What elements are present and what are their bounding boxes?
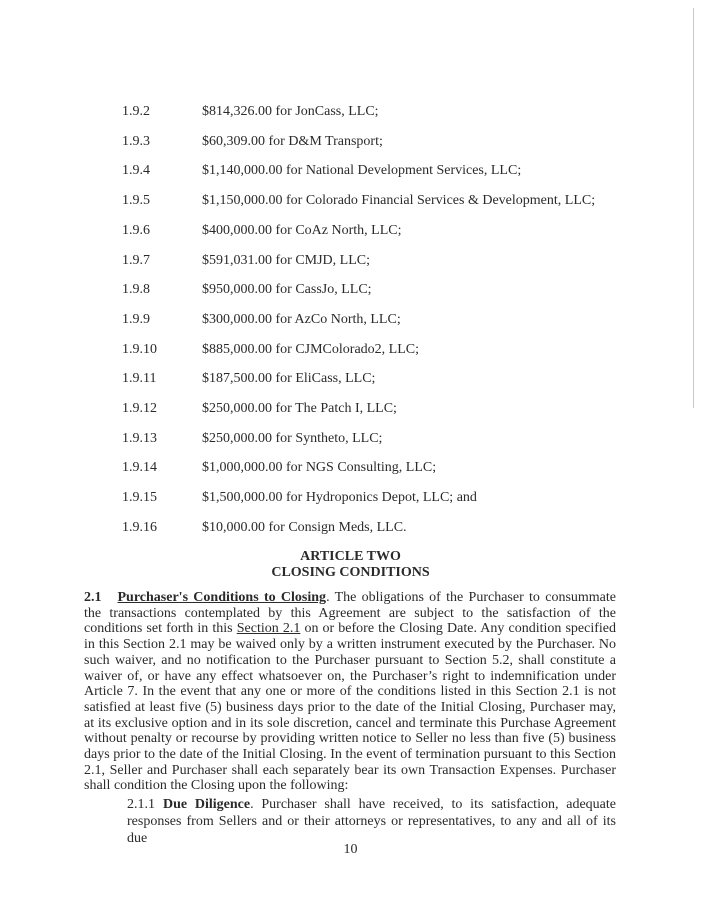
section-title-period: . <box>326 590 330 605</box>
scan-edge-line <box>693 8 694 408</box>
list-item-text: $950,000.00 for CassJo, LLC; <box>202 282 372 297</box>
subsection-2-1-1-paragraph <box>127 796 616 847</box>
list-item-number: 1.9.5 <box>122 193 150 208</box>
list-item-number: 1.9.13 <box>122 431 157 446</box>
list-item-text: $885,000.00 for CJMColorado2, LLC; <box>202 342 419 357</box>
list-item-number: 1.9.7 <box>122 253 150 268</box>
list-item-number: 1.9.2 <box>122 104 150 119</box>
list-item-text: $814,326.00 for JonCass, LLC; <box>202 104 379 119</box>
list-item-number: 1.9.11 <box>122 371 157 386</box>
list-item-number: 1.9.15 <box>122 490 157 505</box>
list-item-text: $60,309.00 for D&M Transport; <box>202 134 383 149</box>
subsection-title-period: . <box>250 797 254 812</box>
list-item-number: 1.9.6 <box>122 223 150 238</box>
section-text-part-a: The obligations of the Purchaser to consummate the transactions contemplated by this Agreement are subject to the satisfaction of the conditions set forth in this <box>84 590 616 637</box>
section-reference: Section 2.1 <box>236 621 301 637</box>
section-number: 2.1 <box>84 590 102 605</box>
list-item-text: $591,031.00 for CMJD, LLC; <box>202 253 370 268</box>
subsection-number: 2.1.1 <box>127 797 155 812</box>
subsection-title: Due Diligence <box>163 797 251 812</box>
list-item-text: $400,000.00 for CoAz North, LLC; <box>202 223 402 238</box>
list-item-number: 1.9.8 <box>122 282 150 297</box>
list-item-text: $10,000.00 for Consign Meds, LLC. <box>202 520 407 535</box>
list-item-text: $250,000.00 for The Patch I, LLC; <box>202 401 397 416</box>
article-heading: ARTICLE TWO <box>300 549 401 564</box>
list-item-text: $1,500,000.00 for Hydroponics Depot, LLC; and <box>202 490 477 505</box>
list-item-text: $250,000.00 for Syntheto, LLC; <box>202 431 383 446</box>
list-item-number: 1.9.3 <box>122 134 150 149</box>
list-item-number: 1.9.4 <box>122 163 150 178</box>
list-item-text: $300,000.00 for AzCo North, LLC; <box>202 312 401 327</box>
section-title: Purchaser's Conditions to Closing <box>117 590 327 605</box>
list-item-number: 1.9.14 <box>122 460 157 475</box>
list-item-text: $1,150,000.00 for Colorado Financial Services & Development, LLC; <box>202 193 596 208</box>
list-item-number: 1.9.16 <box>122 520 157 535</box>
subsection-text: Purchaser shall have received, to its satisfaction, adequate responses from Sellers and or their attorneys or representatives, to any and all of its due <box>127 797 616 846</box>
list-item-text: $1,140,000.00 for National Development Services, LLC; <box>202 163 522 178</box>
article-subheading: CLOSING CONDITIONS <box>271 565 430 580</box>
section-text-part-b: on or before the Closing Date. Any condition specified in this Section 2.1 may be waived only by a written instrument executed by the Purchaser. No such waiver, and no notification to the Purchaser pursuant to Section 5.2, shall constitute a waiver of, or have any effect whatsoever on, the Purchaser’s right to indemnification under Article 7. In the event that any one or more of the conditions listed in this Section 2.1 is not satisfied at least five (5) business days prior to the date of the Initial Closing, Purchaser may, at its exclusive option and in its sole discretion, cancel and terminate this Purchase Agreement without penalty or recourse by providing written notice to Seller no less than five (5) business days prior to the date of the Initial Closing. In the event of termination pursuant to this Section 2.1, Seller and Purchaser shall each separately bear its own Transaction Expenses. Purchaser shall condition the Closing upon the following: <box>84 621 617 794</box>
list-item-number: 1.9.10 <box>122 342 157 357</box>
list-item-number: 1.9.9 <box>122 312 150 327</box>
page-number: 10 <box>343 842 358 857</box>
list-item-number: 1.9.12 <box>122 401 157 416</box>
list-item-text: $187,500.00 for EliCass, LLC; <box>202 371 376 386</box>
section-2-1-paragraph <box>84 590 616 794</box>
list-item-text: $1,000,000.00 for NGS Consulting, LLC; <box>202 460 437 475</box>
